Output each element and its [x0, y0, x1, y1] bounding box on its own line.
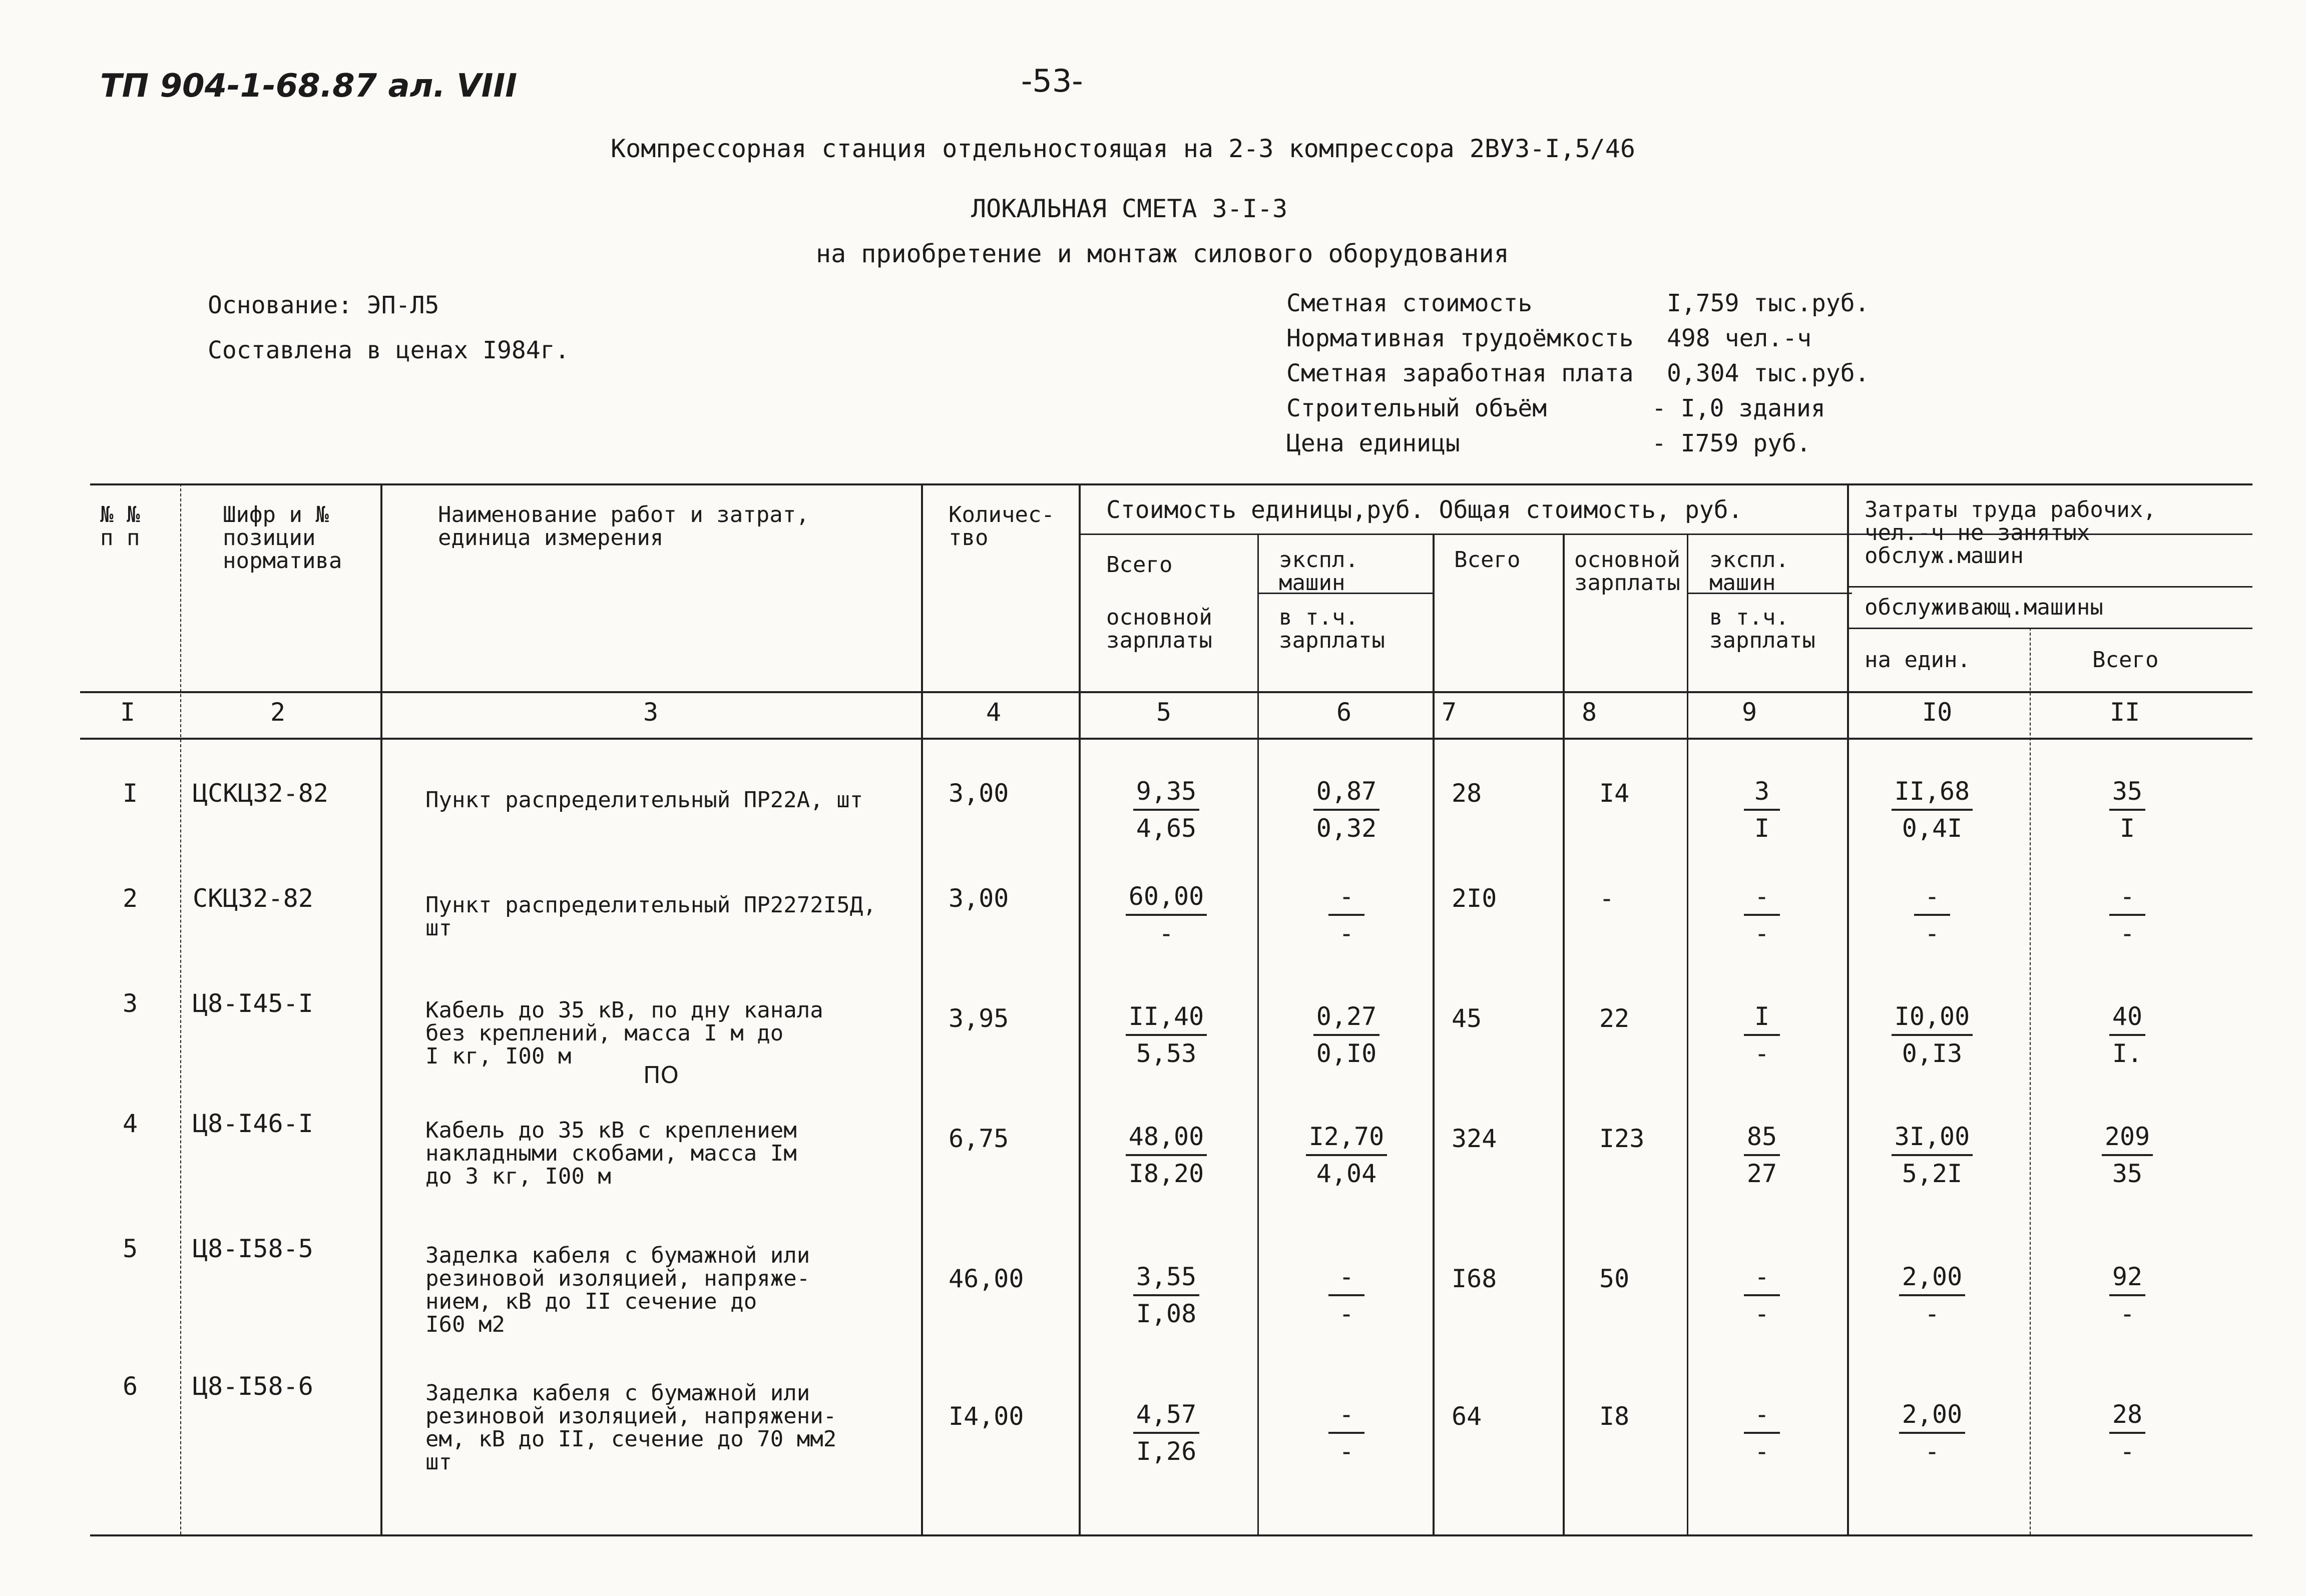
unit-cost-fraction — [1101, 999, 1231, 1071]
column-number: 9 — [1742, 698, 1757, 727]
labor-unit-fraction — [1867, 999, 1997, 1071]
labor-unit-fraction-numerator: - — [1914, 879, 1950, 916]
total-cost: 64 — [1452, 1402, 1482, 1431]
labor-unit-fraction — [1867, 774, 1997, 846]
labor-total-fraction-numerator: - — [2109, 879, 2145, 916]
total-machine-fraction-denominator: - — [1754, 919, 1770, 948]
unit-cost-fraction — [1101, 1119, 1231, 1191]
labor-unit-fraction — [1867, 1119, 1997, 1191]
column-number: I0 — [1922, 698, 1953, 727]
unit-cost-fraction-numerator: 48,00 — [1126, 1119, 1207, 1156]
unit-machine-fraction-numerator: - — [1328, 879, 1364, 916]
unit-machine-fraction-denominator: 4,04 — [1316, 1159, 1377, 1188]
row-code: СКЦ32-82 — [193, 884, 313, 913]
header-labor-group: Затраты труда рабочих, чел.-ч не занятых обслуж.машин — [1865, 497, 2156, 569]
total-cost: 2I0 — [1452, 884, 1497, 913]
total-machine-fraction-numerator: 3 — [1744, 774, 1780, 811]
total-machine-fraction-denominator: - — [1754, 1437, 1770, 1466]
unit-cost-fraction-numerator: II,40 — [1126, 999, 1207, 1036]
total-machine-fraction-numerator: - — [1744, 1259, 1780, 1296]
document-code: ТП 904-1-68.87 ал. VIII — [100, 68, 518, 105]
row-code: Ц8-I46-I — [193, 1109, 313, 1138]
header-labor-total: Всего — [2092, 647, 2159, 673]
total-machine-fraction — [1697, 1119, 1827, 1191]
total-machine-fraction-denominator: - — [1754, 1299, 1770, 1328]
unit-machine-fraction-numerator: I2,70 — [1306, 1119, 1388, 1156]
column-divider — [1433, 534, 1435, 1534]
labor-unit-fraction-numerator: 2,00 — [1899, 1397, 1965, 1434]
labor-unit-fraction-denominator: - — [1924, 1299, 1940, 1328]
labor-total-fraction — [2062, 1119, 2192, 1191]
total-base-salary: 50 — [1599, 1264, 1630, 1293]
labor-unit-fraction-denominator: - — [1924, 1437, 1940, 1466]
column-number: II — [2110, 698, 2140, 727]
estimate-table — [80, 483, 2252, 1539]
labor-unit-fraction-denominator: 0,4I — [1902, 814, 1963, 843]
labor-total-fraction — [2062, 999, 2192, 1071]
labor-total-fraction — [2062, 774, 2192, 846]
unit-machine-fraction-denominator: - — [1338, 1299, 1354, 1328]
header-unit-machine-salary: в т.ч. зарплаты — [1279, 605, 1385, 653]
summary-value: - I759 руб. — [1652, 429, 1811, 457]
header-labor-machine: обслуживающ.машины — [1865, 595, 2103, 620]
unit-cost-fraction — [1101, 879, 1231, 951]
column-divider — [1257, 534, 1259, 1534]
column-number: 5 — [1156, 698, 1172, 727]
labor-unit-fraction — [1867, 879, 1997, 951]
row-code: Ц8-I58-5 — [193, 1234, 313, 1263]
summary-label: Цена единицы — [1286, 429, 1460, 457]
unit-cost-fraction-denominator: 5,53 — [1136, 1039, 1197, 1068]
row-code: Ц8-I45-I — [193, 989, 313, 1018]
summary-label: Сметная заработная плата — [1286, 359, 1634, 387]
unit-machine-fraction-numerator: - — [1328, 1397, 1364, 1434]
unit-machine-fraction — [1281, 1119, 1412, 1191]
row-name: Заделка кабеля с бумажной или резиновой изоляцией, напряжени- ем, кВ до II, сечение до 70 мм2 шт — [425, 1380, 837, 1475]
total-machine-fraction — [1697, 1397, 1827, 1469]
table-bottom-border — [90, 1534, 2252, 1536]
header-unit-total: Всего — [1106, 552, 1173, 578]
header-quantity: Количес- тво — [949, 502, 1055, 551]
unit-machine-fraction — [1281, 1397, 1412, 1469]
unit-cost-fraction — [1101, 1259, 1231, 1331]
row-name: Пункт распределительный ПР22А, шт — [425, 787, 863, 813]
row-name: Кабель до 35 кВ, по дну канала без креплений, масса I м до I кг, I00 м — [425, 997, 823, 1069]
header-name: Наименование работ и затрат, единица измерения — [438, 502, 809, 551]
labor-total-fraction-numerator: 92 — [2109, 1259, 2145, 1296]
row-name: Пункт распределительный ПР2272I5Д, шт — [425, 892, 876, 941]
header-num: № № п п — [100, 502, 140, 551]
unit-machine-fraction — [1281, 1259, 1412, 1331]
labor-total-fraction-numerator: 209 — [2102, 1119, 2153, 1156]
unit-cost-fraction-numerator: 3,55 — [1133, 1259, 1199, 1296]
column-number: 8 — [1582, 698, 1597, 727]
unit-cost-fraction-numerator: 9,35 — [1133, 774, 1199, 811]
row-name: Кабель до 35 кВ с креплением накладными скобами, масса Iм до 3 кг, I00 м — [425, 1118, 797, 1189]
page-number: -53- — [1021, 63, 1083, 99]
table-top-border — [90, 483, 2252, 485]
row-number: 6 — [123, 1372, 138, 1401]
unit-machine-fraction — [1281, 774, 1412, 846]
total-base-salary: 22 — [1599, 1004, 1630, 1033]
labor-total-fraction-denominator: I — [2119, 814, 2135, 843]
summary-value: - I,0 здания — [1652, 394, 1825, 422]
column-number: 3 — [643, 698, 659, 727]
total-machine-fraction — [1697, 1259, 1827, 1331]
row-number: 3 — [123, 989, 138, 1018]
labor-total-fraction-denominator: - — [2119, 1299, 2135, 1328]
header-code: Шифр и № позиции норматива — [223, 502, 342, 574]
total-machine-fraction-numerator: - — [1744, 879, 1780, 916]
labor-total-fraction-numerator: 35 — [2109, 774, 2145, 811]
unit-cost-fraction-denominator: I,08 — [1136, 1299, 1197, 1328]
labor-unit-fraction-denominator: 5,2I — [1902, 1159, 1963, 1188]
unit-machine-fraction-denominator: - — [1338, 919, 1354, 948]
column-divider — [180, 483, 181, 1534]
column-number: I — [120, 698, 136, 727]
header-total: Всего — [1454, 547, 1521, 573]
unit-machine-fraction-numerator: 0,87 — [1313, 774, 1379, 811]
total-machine-fraction-denominator: I — [1754, 814, 1770, 843]
total-base-salary: - — [1599, 884, 1615, 913]
basis-text: Основание: ЭП-Л5 — [208, 291, 439, 319]
labor-total-fraction — [2062, 879, 2192, 951]
summary-value: 498 чел.-ч — [1667, 324, 1811, 352]
labor-unit-fraction-numerator: 3I,00 — [1892, 1119, 1973, 1156]
prices-text: Составлена в ценах I984г. — [208, 336, 570, 364]
row-code: ЦСКЦ32-82 — [193, 779, 328, 808]
unit-machine-fraction-denominator: 0,32 — [1316, 814, 1377, 843]
labor-total-fraction-numerator: 40 — [2109, 999, 2145, 1036]
summary-label: Сметная стоимость — [1286, 289, 1533, 317]
column-number: 6 — [1336, 698, 1352, 727]
unit-cost-fraction-denominator: I,26 — [1136, 1437, 1197, 1466]
column-divider — [380, 483, 382, 1534]
labor-total-fraction-numerator: 28 — [2109, 1397, 2145, 1434]
total-cost: 28 — [1452, 779, 1482, 808]
column-number: 4 — [986, 698, 1002, 727]
labor-total-fraction — [2062, 1397, 2192, 1469]
header-rule — [1847, 628, 2252, 629]
row-quantity: 3,00 — [949, 884, 1009, 913]
total-base-salary: I4 — [1599, 779, 1630, 808]
labor-unit-fraction-numerator: I0,00 — [1892, 999, 1973, 1036]
document-title: Компрессорная станция отдельностоящая на 2-3 компрессора 2ВУЗ-I,5/46 — [611, 134, 1635, 163]
labor-total-fraction — [2062, 1259, 2192, 1331]
total-cost: I68 — [1452, 1264, 1497, 1293]
labor-unit-fraction — [1867, 1397, 1997, 1469]
summary-label: Строительный объём — [1286, 394, 1547, 422]
total-machine-fraction — [1697, 879, 1827, 951]
row-quantity: 6,75 — [949, 1124, 1009, 1153]
unit-cost-fraction — [1101, 1397, 1231, 1469]
column-divider — [1563, 534, 1565, 1534]
summary-value: 0,304 тыс.руб. — [1667, 359, 1870, 387]
total-machine-fraction-denominator: 27 — [1746, 1159, 1777, 1188]
summary-label: Нормативная трудоёмкость — [1286, 324, 1634, 352]
unit-cost-fraction-denominator: I8,20 — [1128, 1159, 1204, 1188]
row-quantity: I4,00 — [949, 1402, 1024, 1431]
unit-cost-fraction-denominator: - — [1158, 919, 1174, 948]
labor-unit-fraction-denominator: 0,I3 — [1902, 1039, 1963, 1068]
header-total-machine-salary: в т.ч. зарплаты — [1709, 605, 1815, 653]
row-code: Ц8-I58-6 — [193, 1372, 313, 1401]
total-machine-fraction-denominator: - — [1754, 1039, 1770, 1068]
header-rule — [1847, 586, 2252, 588]
handwritten-note: ПО — [643, 1061, 679, 1089]
header-total-base-salary: основной зарплаты — [1574, 547, 1680, 596]
total-machine-fraction-numerator: - — [1744, 1397, 1780, 1434]
labor-unit-fraction-numerator: II,68 — [1892, 774, 1973, 811]
header-total-machine: экспл. машин — [1709, 547, 1789, 596]
total-base-salary: I23 — [1599, 1124, 1645, 1153]
header-unit-base-salary: основной зарплаты — [1106, 605, 1212, 653]
row-number: 2 — [123, 884, 138, 913]
unit-machine-fraction — [1281, 879, 1412, 951]
labor-unit-fraction-numerator: 2,00 — [1899, 1259, 1965, 1296]
labor-total-fraction-denominator: - — [2119, 1437, 2135, 1466]
header-labor-unit: на един. — [1865, 647, 1971, 673]
unit-machine-fraction — [1281, 999, 1412, 1071]
total-machine-fraction-numerator: I — [1744, 999, 1780, 1036]
estimate-subtitle: ЛОКАЛЬНАЯ СМЕТА 3-I-3 — [971, 194, 1288, 223]
summary-value: I,759 тыс.руб. — [1667, 289, 1870, 317]
unit-cost-fraction-numerator: 60,00 — [1126, 879, 1207, 916]
labor-total-fraction-denominator: 35 — [2112, 1159, 2143, 1188]
column-number-rule-top — [80, 691, 2252, 693]
total-cost: 324 — [1452, 1124, 1497, 1153]
total-base-salary: I8 — [1599, 1402, 1630, 1431]
labor-total-fraction-denominator: - — [2119, 919, 2135, 948]
unit-cost-fraction-denominator: 4,65 — [1136, 814, 1197, 843]
column-divider — [921, 483, 923, 1534]
unit-machine-fraction-denominator: 0,I0 — [1316, 1039, 1377, 1068]
row-quantity: 46,00 — [949, 1264, 1024, 1293]
unit-machine-fraction-denominator: - — [1338, 1437, 1354, 1466]
row-number: I — [123, 779, 138, 808]
column-divider — [1687, 534, 1688, 1534]
unit-cost-fraction — [1101, 774, 1231, 846]
total-machine-fraction-numerator: 85 — [1744, 1119, 1780, 1156]
row-number: 5 — [123, 1234, 138, 1263]
column-number-rule-bottom — [80, 738, 2252, 740]
column-divider — [1079, 483, 1081, 1534]
header-unit-machine: экспл. машин — [1279, 547, 1358, 596]
column-divider — [2030, 628, 2031, 1534]
header-cost-group: Стоимость единицы,руб. Общая стоимость, руб. — [1106, 496, 1743, 524]
row-quantity: 3,00 — [949, 779, 1009, 808]
column-number: 2 — [270, 698, 286, 727]
labor-unit-fraction-denominator: - — [1924, 919, 1940, 948]
unit-cost-fraction-numerator: 4,57 — [1133, 1397, 1199, 1434]
total-machine-fraction — [1697, 774, 1827, 846]
unit-machine-fraction-numerator: 0,27 — [1313, 999, 1379, 1036]
row-quantity: 3,95 — [949, 1004, 1009, 1033]
estimate-description: на приобретение и монтаж силового оборудования — [816, 239, 1509, 268]
row-name: Заделка кабеля с бумажной или резиновой изоляцией, напряже- нием, кВ до II сечение до I60 м2 — [425, 1243, 810, 1337]
column-divider — [1847, 483, 1849, 1534]
labor-total-fraction-denominator: I. — [2112, 1039, 2143, 1068]
row-number: 4 — [123, 1109, 138, 1138]
column-number: 7 — [1442, 698, 1457, 727]
total-cost: 45 — [1452, 1004, 1482, 1033]
unit-machine-fraction-numerator: - — [1328, 1259, 1364, 1296]
labor-unit-fraction — [1867, 1259, 1997, 1331]
total-machine-fraction — [1697, 999, 1827, 1071]
